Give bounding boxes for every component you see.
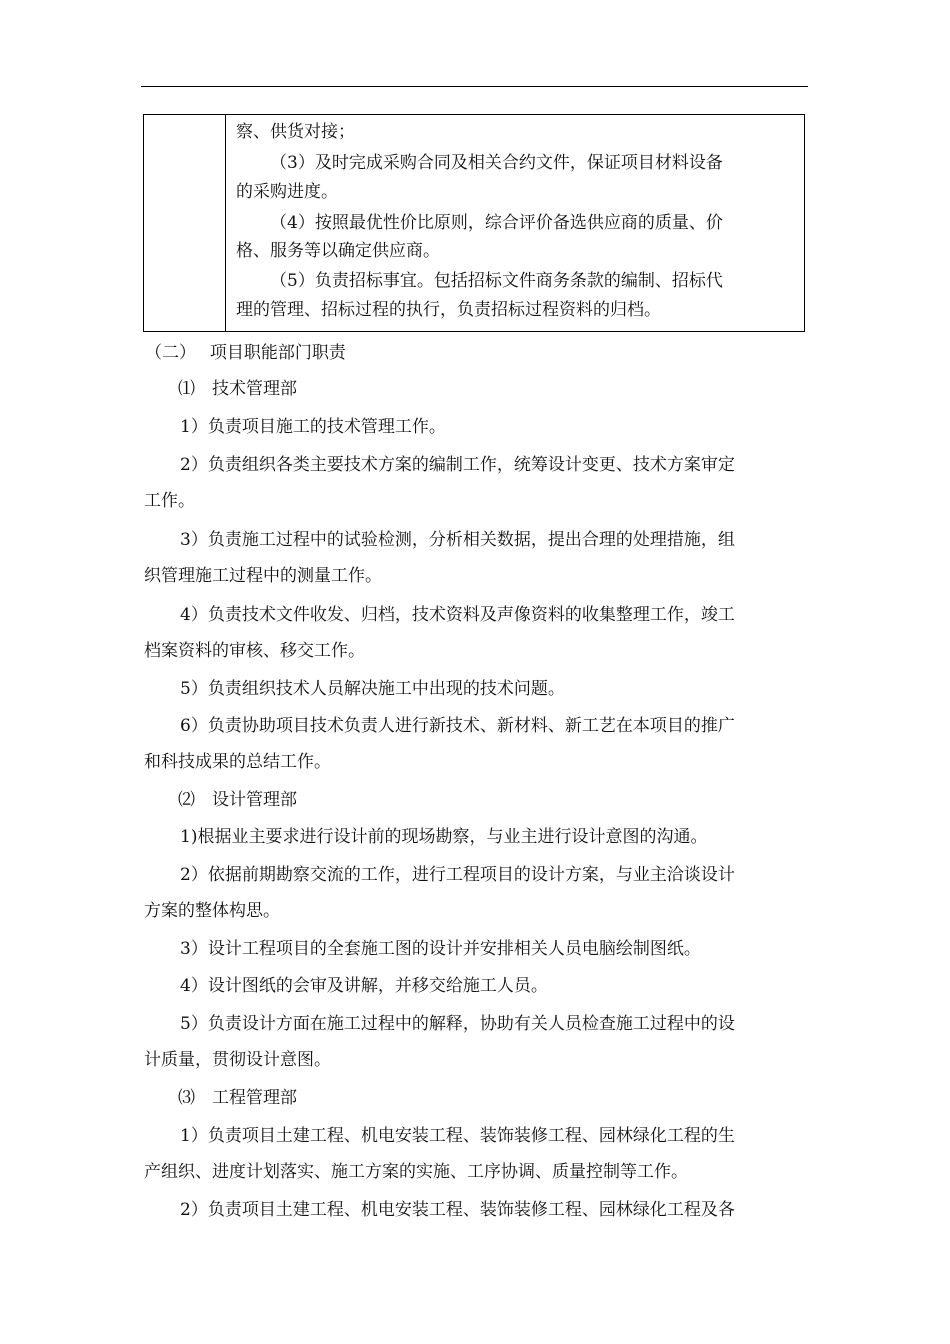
table-column-divider <box>225 115 226 331</box>
paragraph-line: 2）依据前期勘察交流的工作，进行工程项目的设计方案，与业主洽谈设计 <box>180 865 735 885</box>
paragraph-line: 档案资料的审核、移交工作。 <box>144 641 365 661</box>
responsibility-table <box>143 114 805 332</box>
paragraph-line: 3）设计工程项目的全套施工图的设计并安排相关人员电脑绘制图纸。 <box>180 939 701 959</box>
subsection-heading-tech: ⑴ 技术管理部 <box>178 379 297 399</box>
paragraph-line: 5）负责设计方面在施工过程中的解释，协助有关人员检查施工过程中的设 <box>180 1014 735 1034</box>
paragraph-line: 计质量，贯彻设计意图。 <box>144 1050 331 1070</box>
paragraph-line: 1）负责项目土建工程、机电安装工程、装饰装修工程、园林绿化工程的生 <box>180 1126 735 1146</box>
table-line: （5）负责招标事宜。包括招标文件商务条款的编制、招标代 <box>270 271 723 291</box>
paragraph-line: 产组织、进度计划落实、施工方案的实施、工序协调、质量控制等工作。 <box>144 1162 688 1182</box>
subsection-heading-design: ⑵ 设计管理部 <box>178 790 297 810</box>
table-line: （3）及时完成采购合同及相关合约文件，保证项目材料设备 <box>270 153 723 173</box>
paragraph-line: 和科技成果的总结工作。 <box>144 752 331 772</box>
paragraph-line: 织管理施工过程中的测量工作。 <box>144 566 382 586</box>
table-line: 的采购进度。 <box>236 182 338 202</box>
paragraph-line: 1)根据业主要求进行设计前的现场勘察，与业主进行设计意图的沟通。 <box>180 827 708 847</box>
paragraph-line: 4）负责技术文件收发、归档，技术资料及声像资料的收集整理工作，竣工 <box>180 605 735 625</box>
table-line: （4）按照最优性价比原则，综合评价备选供应商的质量、价 <box>270 213 723 233</box>
section-title: （二） 项目职能部门职责 <box>145 343 346 363</box>
paragraph-line: 4）设计图纸的会审及讲解，并移交给施工人员。 <box>180 976 548 996</box>
paragraph-line: 工作。 <box>144 491 195 511</box>
paragraph-line: 5）负责组织技术人员解决施工中出现的技术问题。 <box>180 679 565 699</box>
header-rule <box>141 86 808 87</box>
paragraph-line: 1）负责项目施工的技术管理工作。 <box>180 417 446 437</box>
table-line: 格、服务等以确定供应商。 <box>236 241 440 261</box>
paragraph-line: 2）负责项目土建工程、机电安装工程、装饰装修工程、园林绿化工程及各 <box>180 1200 735 1220</box>
paragraph-line: 方案的整体构思。 <box>144 901 280 921</box>
table-line: 理的管理、招标过程的执行，负责招标过程资料的归档。 <box>236 300 661 320</box>
paragraph-line: 2）负责组织各类主要技术方案的编制工作，统筹设计变更、技术方案审定 <box>180 455 735 475</box>
paragraph-line: 6）负责协助项目技术负责人进行新技术、新材料、新工艺在本项目的推广 <box>180 716 735 736</box>
subsection-heading-eng: ⑶ 工程管理部 <box>178 1088 297 1108</box>
paragraph-line: 3）负责施工过程中的试验检测，分析相关数据，提出合理的处理措施，组 <box>180 530 735 550</box>
table-line: 察、供货对接； <box>236 122 355 142</box>
